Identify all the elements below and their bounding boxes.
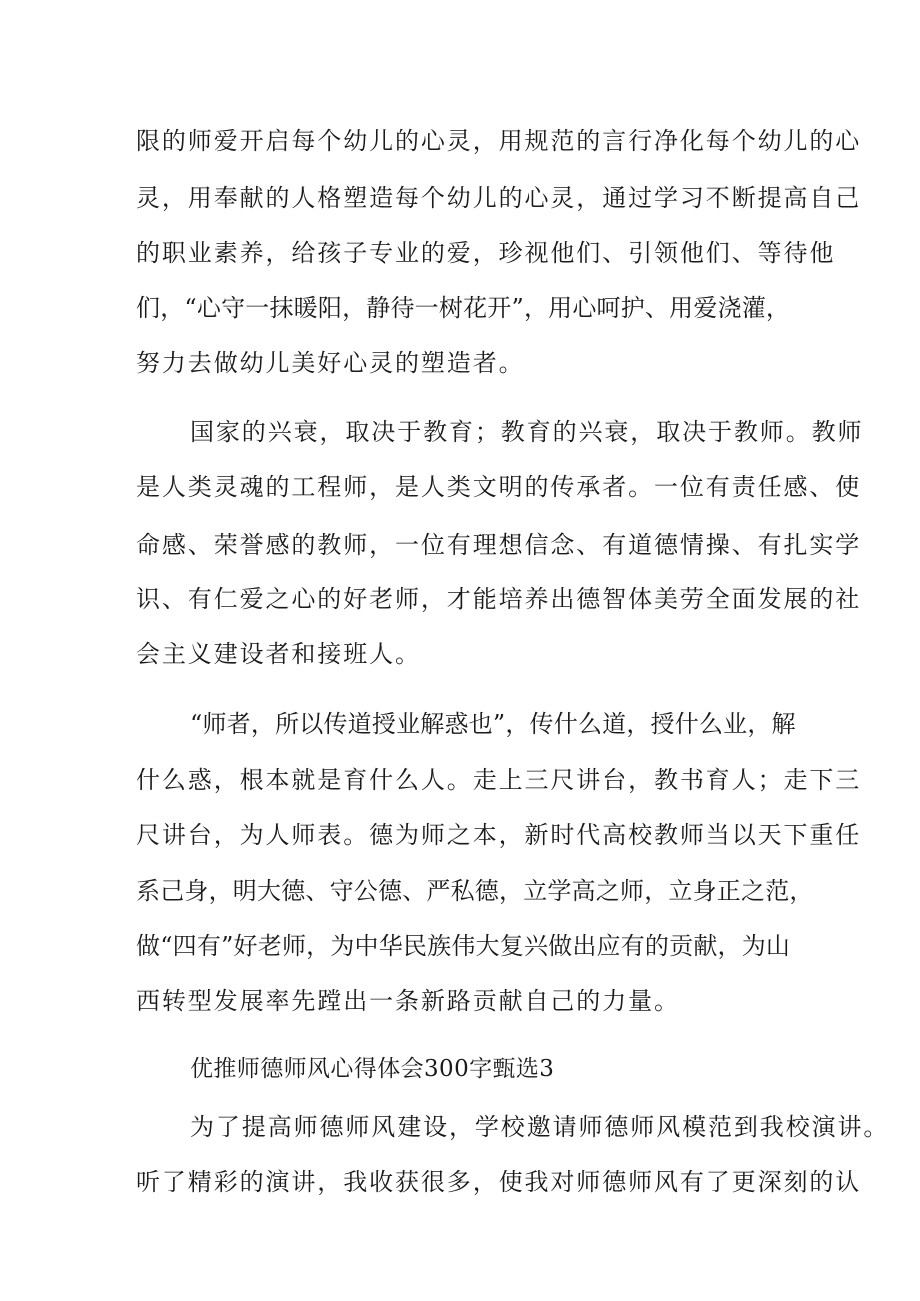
paragraph-line: 西转型发展率先蹚出一条新路贡献自己的力量。: [136, 987, 680, 1015]
paragraph-line: 努力去做幼儿美好心灵的塑造者。: [136, 349, 525, 377]
paragraph-line: 的职业素养，给孩子专业的爱，珍视他们、引领他们、等待他: [136, 239, 836, 267]
paragraph-line: “师者，所以传道授业解惑也”，传什么道，授什么业，解: [190, 710, 796, 738]
paragraph-line: 命感、荣誉感的教师，一位有理想信念、有道德情操、有扎实学: [136, 531, 862, 559]
section-heading: 优推师德师风心得体会300字甄选3: [190, 1056, 555, 1082]
paragraph-line: 做“四有”好老师，为中华民族伟大复兴做出应有的贡献，为山: [136, 932, 791, 960]
paragraph-line: 为了提高师德师风建设，学校邀请师德师风模范到我校演讲。: [190, 1113, 890, 1141]
paragraph-line: 系己身，明大德、守公德、严私德，立学高之师，立身正之范，: [136, 877, 814, 905]
paragraph-line: 识、有仁爱之心的好老师，才能培养出德智体美劳全面发展的社: [136, 585, 862, 613]
paragraph-line: 听了精彩的演讲，我收获很多，使我对师德师风有了更深刻的认: [136, 1168, 862, 1196]
paragraph-line: 什么惑，根本就是育什么人。走上三尺讲台，教书育人；走下三: [136, 766, 862, 794]
paragraph-line: 们，“心守一抹暖阳，静待一树花开”，用心呵护、用爱浇灌，: [136, 294, 791, 322]
paragraph-line: 国家的兴衰，取决于教育；教育的兴衰，取决于教师。教师: [190, 418, 864, 446]
paragraph-line: 限的师爱开启每个幼儿的心灵，用规范的言行净化每个幼儿的心: [136, 127, 862, 155]
paragraph-line: 是人类灵魂的工程师，是人类文明的传承者。一位有责任感、使: [136, 473, 862, 501]
paragraph-line: 尺讲台，为人师表。德为师之本，新时代高校教师当以天下重任: [136, 821, 862, 849]
paragraph-line: 灵，用奉献的人格塑造每个幼儿的心灵，通过学习不断提高自己: [136, 184, 862, 212]
paragraph-line: 会主义建设者和接班人。: [136, 640, 421, 668]
